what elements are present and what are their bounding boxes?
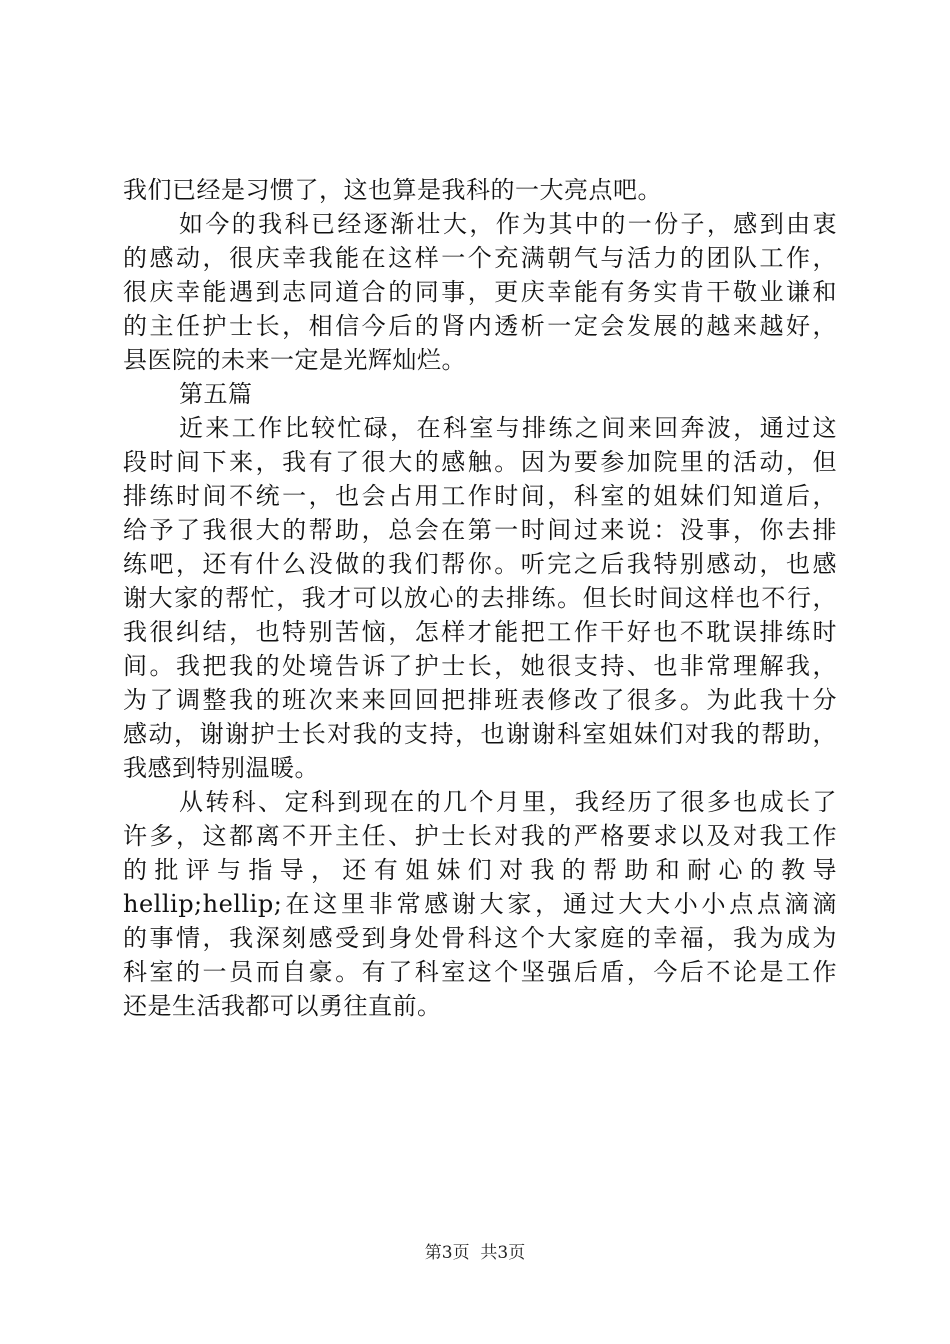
- text-line: 谢大家的帮忙，我才可以放心的去排练。但长时间这样也不行，: [123, 584, 837, 612]
- text-line: 我很纠结，也特别苦恼，怎样才能把工作干好也不耽误排练时: [123, 618, 837, 646]
- text-line: 间。我把我的处境告诉了护士长，她很支持、也非常理解我，: [123, 652, 837, 680]
- text-line: 近来工作比较忙碌，在科室与排练之间来回奔波，通过这: [179, 414, 837, 442]
- text-line: 还是生活我都可以勇往直前。: [123, 992, 442, 1020]
- text-line: 段时间下来，我有了很大的感触。因为要参加院里的活动，但: [123, 448, 837, 476]
- text-line: 很庆幸能遇到志同道合的同事，更庆幸能有务实肯干敬业谦和: [123, 278, 837, 306]
- text-line: 科室的一员而自豪。有了科室这个坚强后盾，今后不论是工作: [123, 958, 837, 986]
- text-line: 从转科、定科到现在的几个月里，我经历了很多也成长了: [179, 788, 837, 816]
- document-body: [123, 173, 837, 1023]
- text-line: 感动，谢谢护士长对我的支持，也谢谢科室姐妹们对我的帮助，: [123, 720, 837, 748]
- text-line: 的感动，很庆幸我能在这样一个充满朝气与活力的团队工作，: [123, 244, 837, 272]
- text-line: 的批评与指导，还有姐妹们对我的帮助和耐心的教导: [123, 856, 837, 884]
- text-line: 许多，这都离不开主任、护士长对我的严格要求以及对我工作: [123, 822, 837, 850]
- text-line: 如今的我科已经逐渐壮大，作为其中的一份子，感到由衷: [179, 210, 837, 238]
- text-line: hellip;hellip;在这里非常感谢大家，通过大大小小点点滴滴: [123, 890, 837, 918]
- section-heading: 第五篇: [179, 380, 253, 408]
- text-line: 我感到特别温暖。: [123, 754, 319, 782]
- text-line: 我们已经是习惯了，这也算是我科的一大亮点吧。: [123, 176, 662, 204]
- text-line: 练吧，还有什么没做的我们帮你。听完之后我特别感动，也感: [123, 550, 837, 578]
- page-indicator: 第3页 共3页: [424, 1243, 526, 1263]
- text-line: 排练时间不统一，也会占用工作时间，科室的姐妹们知道后，: [123, 482, 837, 510]
- text-line: 为了调整我的班次来来回回把排班表修改了很多。为此我十分: [123, 686, 837, 714]
- page-footer: [0, 1241, 950, 1265]
- text-line: 县医院的未来一定是光辉灿烂。: [123, 346, 466, 374]
- text-line: 的主任护士长，相信今后的肾内透析一定会发展的越来越好，: [123, 312, 837, 340]
- text-line: 的事情，我深刻感受到身处骨科这个大家庭的幸福，我为成为: [123, 924, 837, 952]
- text-line: 给予了我很大的帮助，总会在第一时间过来说：没事，你去排: [123, 516, 837, 544]
